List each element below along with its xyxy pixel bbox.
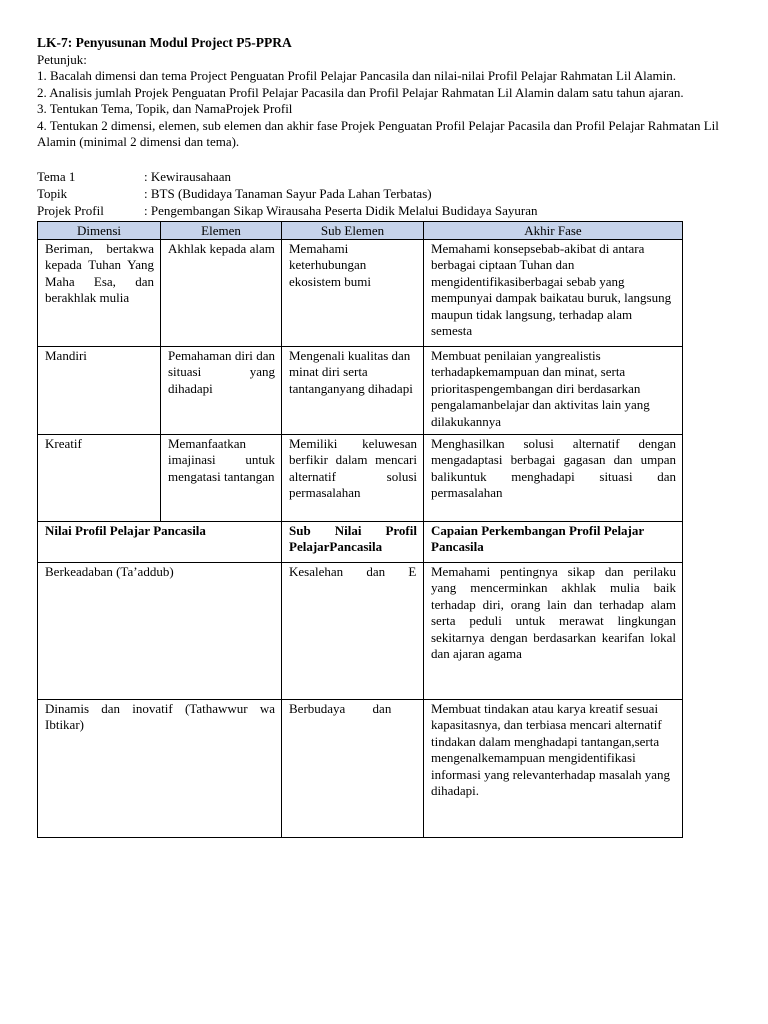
table-subheader-row: [38, 521, 683, 562]
instruction-item: 1. Bacalah dimensi dan tema Project Penguatan Profil Pelajar Pancasila dan nilai-nilai Profil Pelajar Rahmatan Lil Alamin.: [37, 68, 676, 83]
document-page: [37, 35, 737, 838]
meta-row-tema: [37, 169, 737, 186]
header-sub-elemen: Sub Elemen: [282, 221, 424, 239]
cell-sub-elemen: Memahami keterhubungan ekosistem bumi: [282, 239, 424, 346]
table-row: [38, 562, 683, 699]
cell-dimensi: Mandiri: [38, 346, 161, 434]
cell-sub-nilai: Berbudaya dan: [282, 699, 424, 837]
header-akhir-fase: Akhir Fase: [424, 221, 683, 239]
cell-capaian: Membuat tindakan atau karya kreatif sesuai kapasitasnya, dan terbiasa mencari alternatif tindakan dalam menghadapi tantangan,serta mengenalkemampuan mengidentifikasi informasi yang relevanterhadap masalah yang dihadapi.: [424, 699, 683, 837]
cell-nilai: Dinamis dan inovatif (Tathawwur wa Ibtikar): [38, 699, 282, 837]
cell-elemen: Pemahaman diri dan situasi yang dihadapi: [161, 346, 282, 434]
cell-nilai: Berkeadaban (Ta’addub): [38, 562, 282, 699]
subheader-capaian: Capaian Perkembangan Profil Pelajar Pancasila: [424, 521, 683, 562]
cell-akhir-fase: Membuat penilaian yangrealistis terhadapkemampuan dan minat, serta prioritaspengembangan diri berdasarkan pengalamanbelajar dan aktivitas lain yang dilakukannya: [424, 346, 683, 434]
meta-key: Projek Profil: [37, 202, 104, 218]
meta-key: Tema 1: [37, 168, 76, 184]
table-row: [38, 434, 683, 521]
cell-dimensi: Beriman, bertakwa kepada Tuhan Yang Maha Esa, dan berakhlak mulia: [38, 239, 161, 346]
table-header-row: [38, 221, 683, 239]
header-dimensi: Dimensi: [38, 221, 161, 239]
instructions-label: Petunjuk:: [37, 51, 87, 67]
meta-row-projek: [37, 203, 737, 220]
cell-dimensi: Kreatif: [38, 434, 161, 521]
table-row: [38, 239, 683, 346]
cell-sub-elemen: Mengenali kualitas dan minat diri serta tantanganyang dihadapi: [282, 346, 424, 434]
subheader-sub-nilai: Sub Nilai Profil PelajarPancasila: [282, 521, 424, 562]
meta-value: : BTS (Budidaya Tanaman Sayur Pada Lahan Terbatas): [144, 185, 432, 201]
instruction-item: 4. Tentukan 2 dimensi, elemen, sub elemen dan akhir fase Projek Penguatan Profil Pelajar Pacasila dan Profil Pelajar Rahmatan Lil Alamin (minimal 2 dimensi dan tema).: [37, 117, 719, 149]
cell-akhir-fase: Menghasilkan solusi alternatif dengan mengadaptasi berbagai gagasan dan umpan balikuntuk menghadapi situasi dan permasalahan: [424, 434, 683, 521]
meta-value: : Kewirausahaan: [144, 168, 231, 184]
document-title: LK-7: Penyusunan Modul Project P5-PPRA: [37, 35, 292, 50]
header-elemen: Elemen: [161, 221, 282, 239]
module-table: [37, 221, 683, 838]
cell-sub-nilai: Kesalehan dan E: [282, 562, 424, 699]
cell-capaian: Memahami pentingnya sikap dan perilaku yang mencerminkan akhlak mulia baik terhadap diri, orang lain dan terhadap alam serta peduli untuk merawat lingkungan sekitarnya dengan berdasarkan kearifan lokal dan ajaran agama: [424, 562, 683, 699]
instruction-item: 2. Analisis jumlah Projek Penguatan Profil Pelajar Pacasila dan Profil Pelajar Rahmatan Lil Alamin dalam satu tahun ajaran.: [37, 84, 684, 100]
cell-elemen: Memanfaatkan imajinasi untuk mengatasi tantangan: [161, 434, 282, 521]
cell-elemen: Akhlak kepada alam: [161, 239, 282, 346]
instructions: [37, 52, 737, 151]
instruction-item: 3. Tentukan Tema, Topik, dan NamaProjek Profil: [37, 101, 293, 116]
meta-value: : Pengembangan Sikap Wirausaha Peserta Didik Melalui Budidaya Sayuran: [144, 202, 538, 218]
subheader-nilai: Nilai Profil Pelajar Pancasila: [38, 521, 282, 562]
table-row: [38, 699, 683, 837]
project-meta: [37, 169, 737, 220]
cell-akhir-fase: Memahami konsepsebab-akibat di antara berbagai ciptaan Tuhan dan mengidentifikasiberbagai sebab yang mempunyai dampak baikatau buruk, langsung maupun tidak langsung, terhadap alam semesta: [424, 239, 683, 346]
meta-key: Topik: [37, 185, 68, 201]
meta-row-topik: [37, 186, 737, 203]
table-row: [38, 346, 683, 434]
cell-sub-elemen: Memiliki keluwesan berfikir dalam mencari alternatif solusi permasalahan: [282, 434, 424, 521]
